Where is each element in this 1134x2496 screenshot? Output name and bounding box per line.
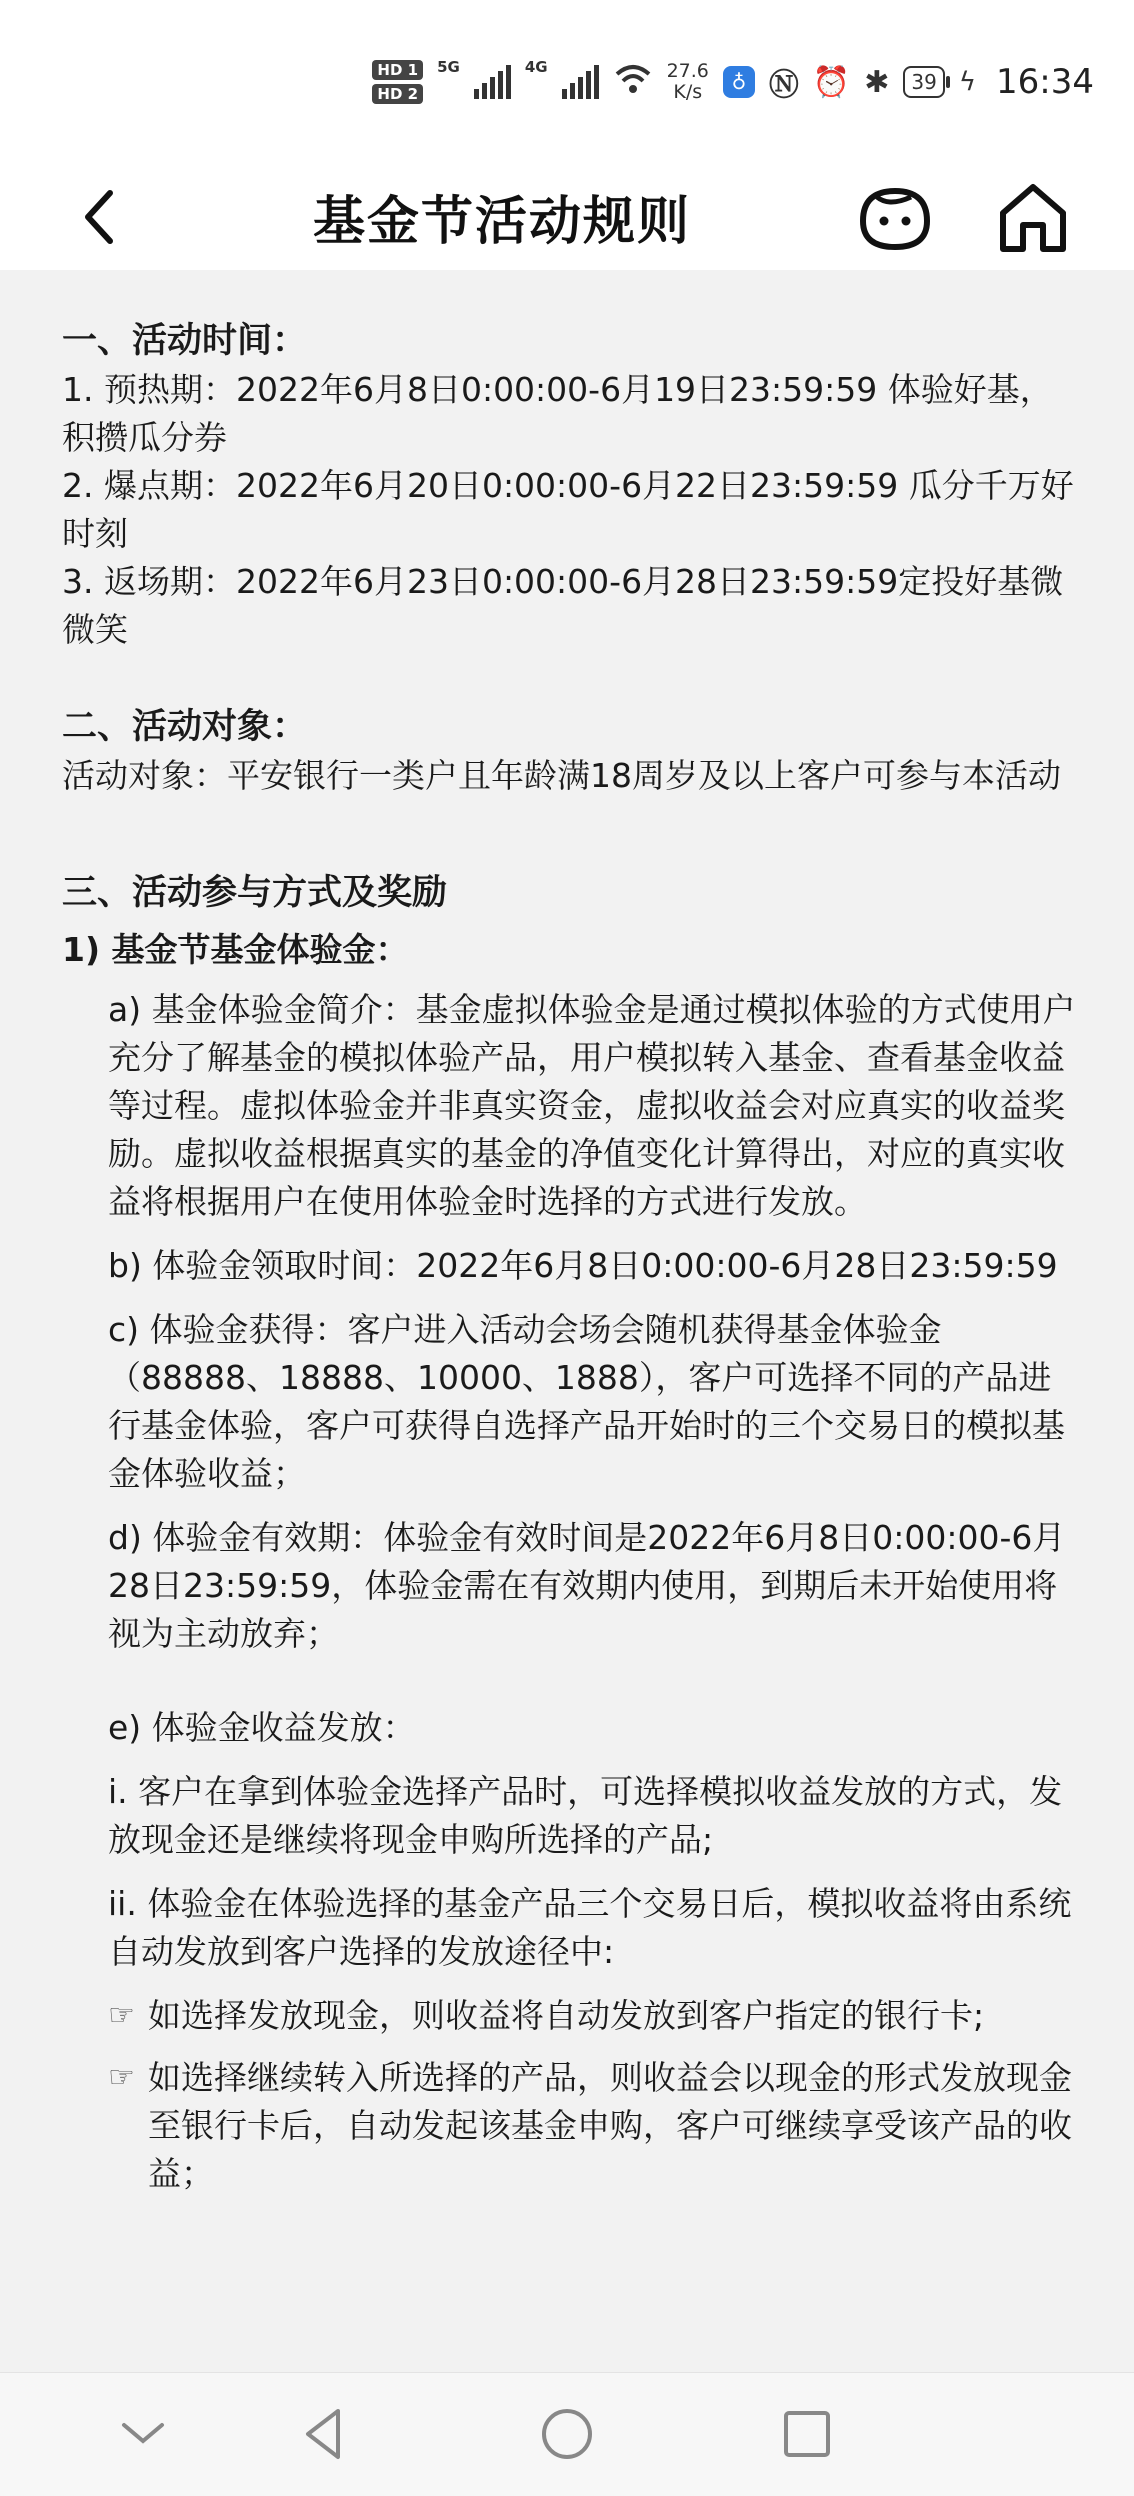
status-time: 16:34: [996, 62, 1094, 102]
hd-indicators: [372, 60, 423, 104]
item-c-acquire: c) 体验金获得：客户进入活动会场会随机获得基金体验金（88888、18888、10000、1888），客户可选择不同的产品进行基金体验，客户可获得自选择产品开始时的三个交易日的模拟基金体验收益；: [108, 1310, 1065, 1493]
hd2-badge: HD 2: [372, 84, 423, 104]
nav-recent-button[interactable]: [774, 2401, 840, 2467]
payout-item-ii: ii. 体验金在体验选择的基金产品三个交易日后，模拟收益将由系统自动发放到客户选择的发放途径中:: [108, 1884, 1072, 1971]
bullet-text-cash: 如选择发放现金，则收益将自动发放到客户指定的银行卡;: [148, 1996, 985, 2035]
subsection-title-trial-fund: 1) 基金节基金体验金：: [62, 930, 409, 969]
square-recent-icon: [774, 2401, 840, 2467]
nav-header: [0, 165, 1134, 270]
item-e-payout: e) 体验金收益发放：: [108, 1708, 416, 1747]
bullet-text-reinvest: 如选择继续转入所选择的产品，则收益会以现金的形式发放现金至银行卡后，自动发起该基金申购，客户可继续享受该产品的收益；: [148, 2058, 1072, 2193]
trial-fund-details: [108, 986, 1082, 1752]
target-audience-text: 活动对象：平安银行一类户且年龄满18周岁及以上客户可参与本活动: [62, 756, 1061, 795]
network-speed: [667, 61, 709, 103]
pointing-hand-icon: ☞: [108, 2060, 135, 2095]
payout-bullet-reinvest: [108, 2054, 1082, 2198]
period-return: 3. 返场期：2022年6月23日0:00:00-6月28日23:59:59定投好基微微笑: [62, 562, 1064, 649]
triangle-back-icon: [292, 2401, 358, 2467]
rules-content: [62, 316, 1082, 2198]
status-bar: [0, 0, 1134, 165]
payout-details: [108, 1768, 1082, 2198]
speed-value: 27.6: [666, 60, 709, 82]
speed-unit: K/s: [673, 81, 703, 103]
system-nav-bar: [0, 2372, 1134, 2496]
nav-home-button[interactable]: [534, 2401, 600, 2467]
item-b-claim-time: b) 体验金领取时间：2022年6月8日0:00:00-6月28日23:59:59: [108, 1246, 1058, 1285]
item-a-intro: a) 基金体验金简介：基金虚拟体验金是通过模拟体验的方式使用户充分了解基金的模拟体验产品，用户模拟转入基金、查看基金收益等过程。虚拟体验金并非真实资金，虚拟收益会对应真实的收益奖励。虚拟收益根据真实的基金的净值变化计算得出，对应的真实收益将根据用户在使用体验金时选择的方式进行发放。: [108, 990, 1076, 1221]
alarm-icon: ⏰: [812, 64, 851, 100]
payout-bullet-cash: [108, 1992, 1082, 2040]
period-warmup: 1. 预热期：2022年6月8日0:00:00-6月19日23:59:59 体验好基，积攒瓜分券: [62, 370, 1053, 457]
pointing-hand-icon: ☞: [108, 1998, 135, 2033]
payout-item-i: i. 客户在拿到体验金选择产品时，可选择模拟收益发放的方式，发放现金还是继续将现金申购所选择的产品;: [108, 1772, 1063, 1859]
battery-indicator: 39: [903, 66, 944, 98]
network-type-1: 5G: [437, 58, 460, 76]
hd1-badge: HD 1: [372, 60, 423, 80]
circle-home-icon: [534, 2401, 600, 2467]
section-title-participation: 三、活动参与方式及奖励: [62, 873, 448, 913]
section-title-target: 二、活动对象：: [62, 707, 308, 747]
wifi-icon: [613, 62, 653, 103]
item-d-validity: d) 体验金有效期：体验金有效时间是2022年6月8日0:00:00-6月28日23:59:59，体验金需在有效期内使用，到期后未开始使用将视为主动放弃；: [108, 1518, 1066, 1653]
page-title: 基金节活动规则: [312, 192, 691, 252]
section-title-time: 一、活动时间：: [62, 321, 308, 361]
network-type-2: 4G: [524, 58, 548, 76]
customer-service-icon: [855, 177, 935, 257]
nav-collapse-button[interactable]: [110, 2401, 176, 2467]
home-icon: [993, 177, 1073, 257]
bluetooth-icon: ✱: [864, 64, 890, 100]
chevron-down-icon: [110, 2401, 176, 2467]
signal-icon-2: [562, 65, 599, 99]
nfc-icon: Ⓝ: [768, 68, 799, 103]
app-notification-icon: ♁: [723, 66, 755, 98]
charging-icon: ϟ: [958, 67, 977, 97]
signal-icon-1: [474, 65, 511, 99]
home-button[interactable]: [993, 177, 1073, 257]
period-peak: 2. 爆点期：2022年6月20日0:00:00-6月22日23:59:59 瓜分千万好时刻: [62, 466, 1074, 553]
customer-service-button[interactable]: [855, 177, 935, 257]
nav-back-button[interactable]: [292, 2401, 358, 2467]
status-icons: [372, 52, 1094, 112]
